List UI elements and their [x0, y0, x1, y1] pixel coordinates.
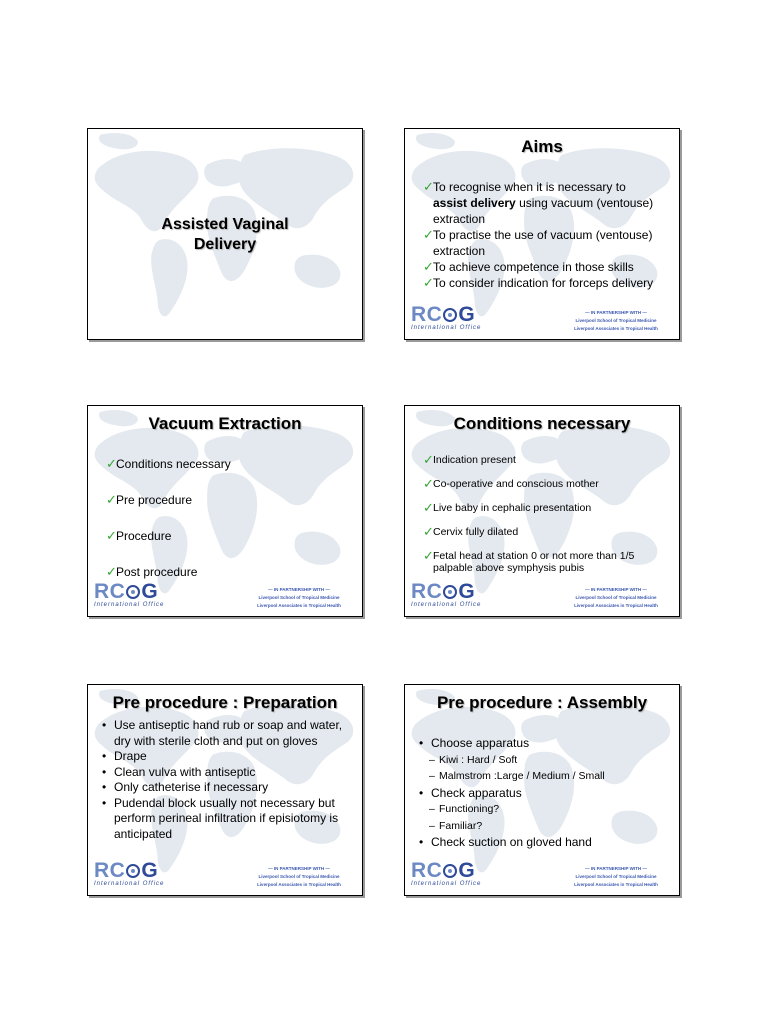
list-item: • Check apparatus	[419, 785, 671, 802]
checkmark-icon: ✓	[106, 492, 117, 507]
checkmark-icon: ✓	[423, 179, 434, 194]
slide-title: Vacuum Extraction	[148, 414, 302, 433]
list-item: ✓ Pre procedure	[106, 492, 193, 507]
checkmark-icon: ✓	[423, 524, 434, 539]
logo-text: G	[141, 859, 159, 882]
list-item: ✓ Conditions necessary	[106, 456, 231, 471]
rcog-logo	[94, 582, 174, 610]
list-item: ✓ Live baby in cephalic presentation	[423, 500, 592, 515]
sub-list-item: – Familiar?	[419, 818, 671, 835]
list-item: ✓ Post procedure	[106, 564, 198, 579]
checkmark-icon: ✓	[423, 548, 434, 563]
list-item: ✓ Co-operative and conscious mother	[423, 476, 599, 491]
checkmark-icon: ✓	[423, 227, 434, 242]
topics-list	[106, 456, 354, 580]
list-item: ✓ To recognise when it is necessary to assist delivery using vacuum (ventouse) extraction	[423, 179, 654, 226]
sub-list-item: – Functioning?	[419, 801, 671, 818]
logo-subtitle: International Office	[94, 602, 165, 608]
logo-subtitle: International Office	[411, 881, 482, 887]
list-item: • Pudendal block usually not necessary but perform perineal infiltration if episiotomy is anticipated	[102, 796, 348, 843]
rcog-logo	[411, 861, 491, 889]
rcog-logo	[411, 305, 491, 333]
slide-5	[87, 684, 363, 896]
list-item: ✓ Cervix fully dilated	[423, 524, 519, 539]
slide-title-line: Delivery	[193, 236, 257, 253]
rcog-logo	[411, 582, 491, 610]
checkmark-icon: ✓	[423, 259, 434, 274]
checkmark-icon: ✓	[423, 500, 434, 515]
slide-title: Aims	[521, 137, 563, 156]
globe-icon	[126, 864, 140, 878]
list-item: ✓ Fetal head at station 0 or not more than 1/5 palpable above symphysis pubis	[423, 548, 635, 574]
list-item: • Choose apparatus	[419, 735, 671, 752]
partnership-text: — IN PARTNERSHIP WITH — Liverpool School of Tropical Medicine Liverpool Associates in Tropical Health	[574, 310, 658, 331]
checkmark-icon: ✓	[106, 528, 117, 543]
logo-text: RC	[94, 859, 126, 882]
logo-text: G	[141, 580, 159, 603]
slide-4	[404, 405, 680, 617]
logo-text: G	[458, 580, 476, 603]
globe-icon	[443, 864, 457, 878]
slide-title	[108, 215, 342, 255]
assembly-list	[419, 735, 671, 851]
sub-list-item: – Kiwi : Hard / Soft	[419, 752, 671, 769]
checkmark-icon: ✓	[106, 564, 117, 579]
logo-text: RC	[411, 303, 443, 326]
conditions-list	[423, 454, 671, 574]
partnership-text: — IN PARTNERSHIP WITH — Liverpool School of Tropical Medicine Liverpool Associates in Tropical Health	[257, 587, 341, 608]
list-item: • Only catheterise if necessary	[102, 780, 348, 796]
sub-list-item: – Malmstrom :Large / Medium / Small	[419, 768, 671, 785]
slide-title: Pre procedure : Preparation	[112, 693, 338, 712]
list-item: ✓ Indication present	[423, 452, 516, 467]
logo-text: G	[458, 303, 476, 326]
preparation-list	[102, 718, 348, 842]
slide-6	[404, 684, 680, 896]
partnership-text: — IN PARTNERSHIP WITH — Liverpool School of Tropical Medicine Liverpool Associates in Tropical Health	[574, 866, 658, 887]
list-item: ✓ Procedure	[106, 528, 172, 543]
logo-text: G	[458, 859, 476, 882]
list-item: • Use antiseptic hand rub or soap and water, dry with sterile cloth and put on gloves	[102, 718, 348, 749]
partnership-text: — IN PARTNERSHIP WITH — Liverpool School of Tropical Medicine Liverpool Associates in Tropical Health	[574, 587, 658, 608]
list-item: ✓ To practise the use of vacuum (ventouse) extraction	[423, 227, 653, 258]
partnership-text: — IN PARTNERSHIP WITH — Liverpool School of Tropical Medicine Liverpool Associates in Tropical Health	[257, 866, 341, 887]
list-item: • Check suction on gloved hand	[419, 834, 671, 851]
globe-icon	[126, 585, 140, 599]
rcog-logo	[94, 861, 174, 889]
slide-2	[404, 128, 680, 340]
list-item: • Drape	[102, 749, 348, 765]
list-item: ✓ To achieve competence in those skills	[423, 259, 634, 274]
slide-title: Pre procedure : Assembly	[436, 693, 648, 712]
list-item: ✓ To consider indication for forceps delivery	[423, 275, 654, 290]
logo-subtitle: International Office	[411, 325, 482, 331]
logo-subtitle: International Office	[411, 602, 482, 608]
logo-text: RC	[411, 859, 443, 882]
globe-icon	[443, 308, 457, 322]
logo-text: RC	[94, 580, 126, 603]
aims-list	[423, 179, 671, 291]
logo-subtitle: International Office	[94, 881, 165, 887]
slide-1	[87, 128, 363, 340]
slide-title: Conditions necessary	[453, 414, 631, 433]
slide-3	[87, 405, 363, 617]
checkmark-icon: ✓	[423, 275, 434, 290]
globe-icon	[443, 585, 457, 599]
slide-title-line: Assisted Vaginal	[161, 216, 289, 233]
checkmark-icon: ✓	[106, 456, 117, 471]
list-item: • Clean vulva with antiseptic	[102, 765, 348, 781]
checkmark-icon: ✓	[423, 476, 434, 491]
checkmark-icon: ✓	[423, 452, 434, 467]
logo-text: RC	[411, 580, 443, 603]
